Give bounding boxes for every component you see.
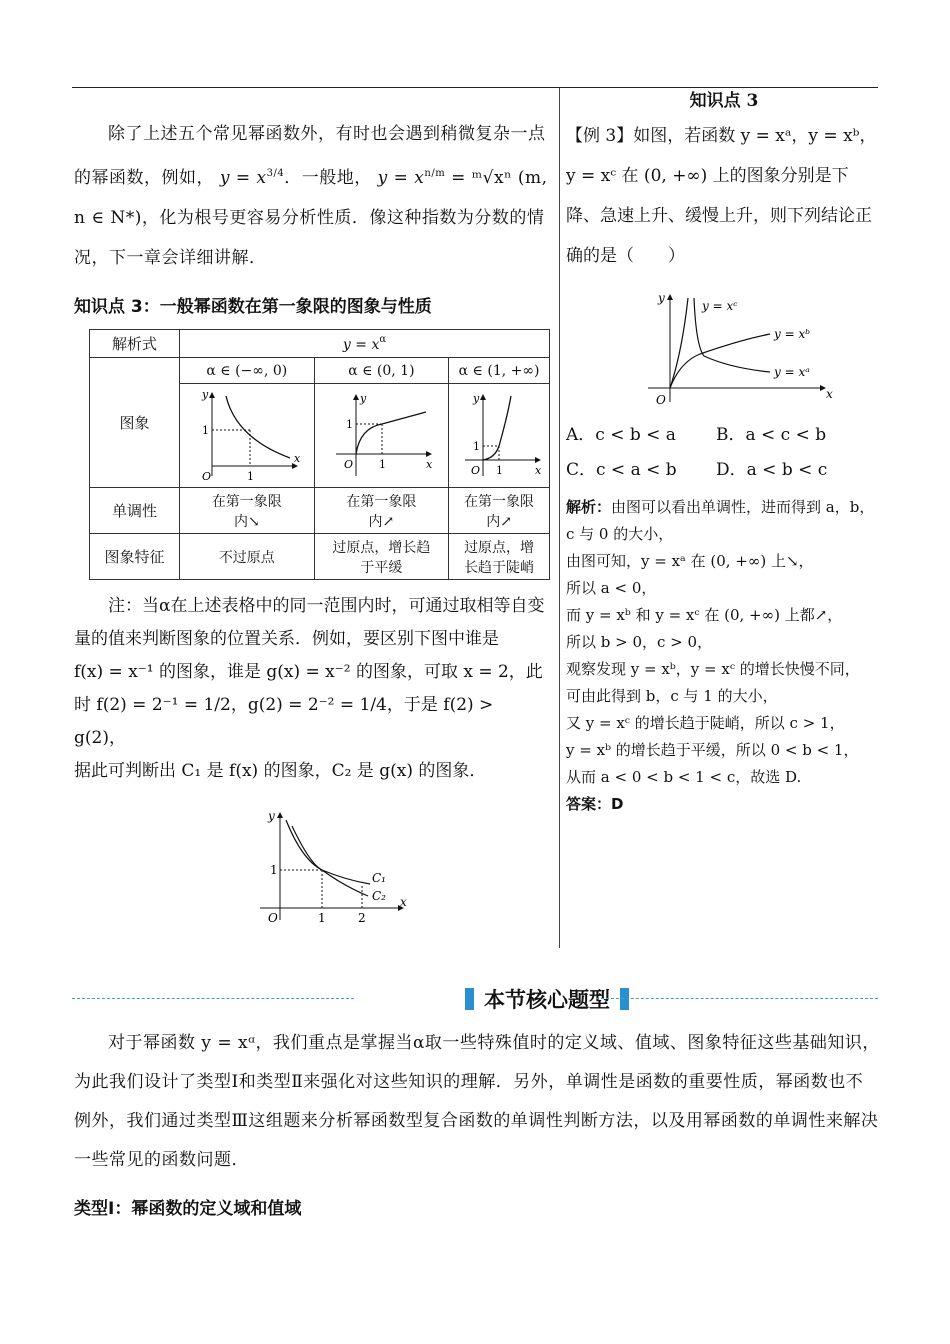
feature-negative: 不过原点 (180, 534, 315, 580)
label-c2: C₂ (372, 889, 386, 903)
graph-cell-zero-one (314, 384, 449, 488)
intro-paragraph (74, 114, 550, 278)
option-b: B．a < c < b (716, 425, 827, 445)
analysis-line: 可由此得到 b，c 与 1 的大小， (566, 687, 778, 705)
option-a: A．c < b < a (566, 425, 676, 445)
fig-axis-y: y (658, 291, 665, 305)
range-zero-one: α ∈ (0, 1) (314, 358, 449, 384)
formula-exponent: α (379, 334, 387, 345)
right-column (566, 86, 882, 818)
analysis-line: 又 y = xᶜ 的增长趋于陡峭，所以 c > 1， (566, 714, 845, 732)
graph-cell-gt-one (449, 384, 550, 488)
note-line-1: 注：当α在上述表格中的同一范围内时，可通过取相等自变量的值来判断图象的位置关系．例如，要区别下图中谁是 (74, 596, 545, 649)
analysis-line: 从而 a < 0 < b < 1 < c，故选 D. (566, 768, 802, 786)
dash-right (596, 998, 878, 999)
section-intro: 对于幂函数 y = xᵅ，我们重点是掌握当α取一些特殊值时的定义域、值域、图象特征这些基础知识，为此我们设计了类型Ⅰ和类型Ⅱ来强化对这些知识的理解．另外，单调性是函数的重要性质，幂函数也不例外，我们通过类型Ⅲ这组题来分析幂函数型复合函数的单调性判断方法，以及用幂函数的单调性来解决一些常见的函数问题． (74, 1033, 880, 1170)
tick-one-x: 1 (379, 457, 387, 471)
left-column (74, 96, 550, 928)
graph-steep-rise (453, 388, 545, 484)
example-exponent: 3/4 (266, 168, 285, 179)
tick-one-y: 1 (346, 417, 354, 431)
general-formula: y = x (377, 168, 425, 188)
intro-text-3: ，化为根号更容易分析性质．像这种指数为分数的情况，下一章会详细讲解． (74, 208, 545, 268)
fig-axis-x: x (400, 895, 407, 909)
graph-cell-negative (180, 384, 315, 488)
range-negative: α ∈ (−∞, 0) (180, 358, 315, 384)
table-header-feature: 图象特征 (90, 534, 180, 580)
general-exponent: n/m (424, 168, 446, 179)
kp3-heading: 知识点 3：一般幂函数在第一象限的图象与性质 (74, 297, 432, 317)
label-c1: C₁ (372, 871, 386, 885)
title-bar-right (620, 988, 629, 1010)
label-y-xc: y = xᶜ (702, 299, 738, 313)
power-function-table (89, 329, 550, 580)
analysis-line: 所以 b > 0，c > 0， (566, 633, 713, 651)
range-gt-one: α ∈ (1, +∞) (449, 358, 550, 384)
graph-slow-rise (326, 388, 436, 484)
dash-left (72, 998, 354, 999)
label-y-xb: y = xᵇ (774, 327, 811, 341)
analysis-line: 由图可知，y = xᵃ 在 (0, +∞) 上↘， (566, 552, 814, 570)
analysis-line: 观察发现 y = xᵇ，y = xᶜ 的增长快慢不同， (566, 660, 860, 678)
axis-y-label: y (201, 387, 209, 401)
formula-text: y = x (342, 337, 380, 353)
fig-origin: O (268, 911, 278, 925)
column-divider (559, 88, 560, 948)
axis-y-label: y (360, 391, 367, 405)
right-title: 知识点 3 (689, 91, 759, 111)
answer-line: 答案：D (566, 795, 624, 813)
figure-example-3 (640, 290, 840, 414)
table-header-formula: 解析式 (90, 330, 180, 358)
tick-one-x: 1 (496, 463, 504, 477)
intro-text-2: ．一般地， (284, 168, 372, 188)
analysis-line: 由图可以看出单调性，进而得到 a，b，c 与 0 的大小， (566, 498, 875, 543)
origin-label: O (471, 463, 481, 477)
mono-zero-one: 在第一象限内↗ (314, 488, 449, 534)
graph-decreasing (192, 388, 302, 484)
analysis-label: 解析： (566, 498, 612, 516)
table-header-graph: 图象 (90, 358, 180, 488)
mono-gt-one: 在第一象限内↗ (449, 488, 550, 534)
option-d: D．a < b < c (716, 460, 828, 480)
bottom-section (74, 1024, 880, 1219)
fig-tick-one-y: 1 (270, 863, 278, 877)
section-title (442, 984, 652, 1014)
label-y-xa: y = xᵃ (774, 365, 810, 379)
axis-y-label: y (473, 391, 480, 405)
type-1-heading: 类型Ⅰ：幂函数的定义域和值域 (74, 1199, 302, 1219)
note-line-2: f(x) = x⁻¹ 的图象，谁是 g(x) = x⁻² 的图象，可取 x = 2，此时 f(2) = 2⁻¹ = 1/2，g(2) = 2⁻² = 1/4，于是 f(2) > g(2)， (74, 662, 543, 748)
feature-zero-one: 过原点，增长趋于平缓 (314, 534, 449, 580)
origin-label: O (344, 457, 354, 471)
figure-c1-c2 (250, 808, 410, 928)
fig-axis-x: x (826, 387, 833, 401)
feature-gt-one: 过原点，增长趋于陡峭 (449, 534, 550, 580)
tick-one-y: 1 (201, 423, 209, 437)
example-formula: y = x (219, 168, 267, 188)
example-3: 【例 3】如图，若函数 y = xᵃ，y = xᵇ，y = xᶜ 在 (0, +∞) 上的图象分别是下降、急速上升、缓慢上升，则下列结论正确的是（ ） (566, 126, 877, 266)
axis-x-label: x (535, 463, 542, 477)
note-paragraph (74, 590, 550, 788)
section-title-text: 本节核心题型 (484, 988, 610, 1012)
fig-tick-one-x: 1 (318, 911, 326, 925)
note-line-3: 据此可判断出 C₁ 是 f(x) 的图象，C₂ 是 g(x) 的图象． (74, 761, 487, 781)
analysis-line: 所以 a < 0， (566, 579, 657, 597)
analysis-line: 而 y = xᵇ 和 y = xᶜ 在 (0, +∞) 上都↗， (566, 606, 843, 624)
analysis-block (566, 494, 882, 818)
root-form: = ᵐ√xⁿ (m, n ∈ N*) (74, 168, 548, 228)
analysis-line: y = xᵇ 的增长趋于平缓，所以 0 < b < 1， (566, 741, 859, 759)
section-header (72, 984, 878, 1012)
intro-text-1: 除了上述五个常见幂函数外，有时也会遇到稍微复杂一点的幂函数，例如， (74, 124, 546, 188)
fig-origin: O (656, 393, 666, 407)
mono-negative: 在第一象限内↘ (180, 488, 315, 534)
tick-one-x: 1 (246, 469, 254, 483)
axis-x-label: x (293, 451, 301, 465)
tick-one-y: 1 (473, 439, 481, 453)
option-c: C．c < a < b (566, 460, 677, 480)
fig-tick-two: 2 (358, 911, 366, 925)
axis-x-label: x (426, 457, 433, 471)
table-formula (180, 330, 550, 358)
table-header-monotonicity: 单调性 (90, 488, 180, 534)
title-bar-left (465, 988, 474, 1010)
answer-options (566, 418, 882, 488)
origin-label: O (201, 469, 211, 483)
fig-axis-y: y (268, 809, 275, 823)
